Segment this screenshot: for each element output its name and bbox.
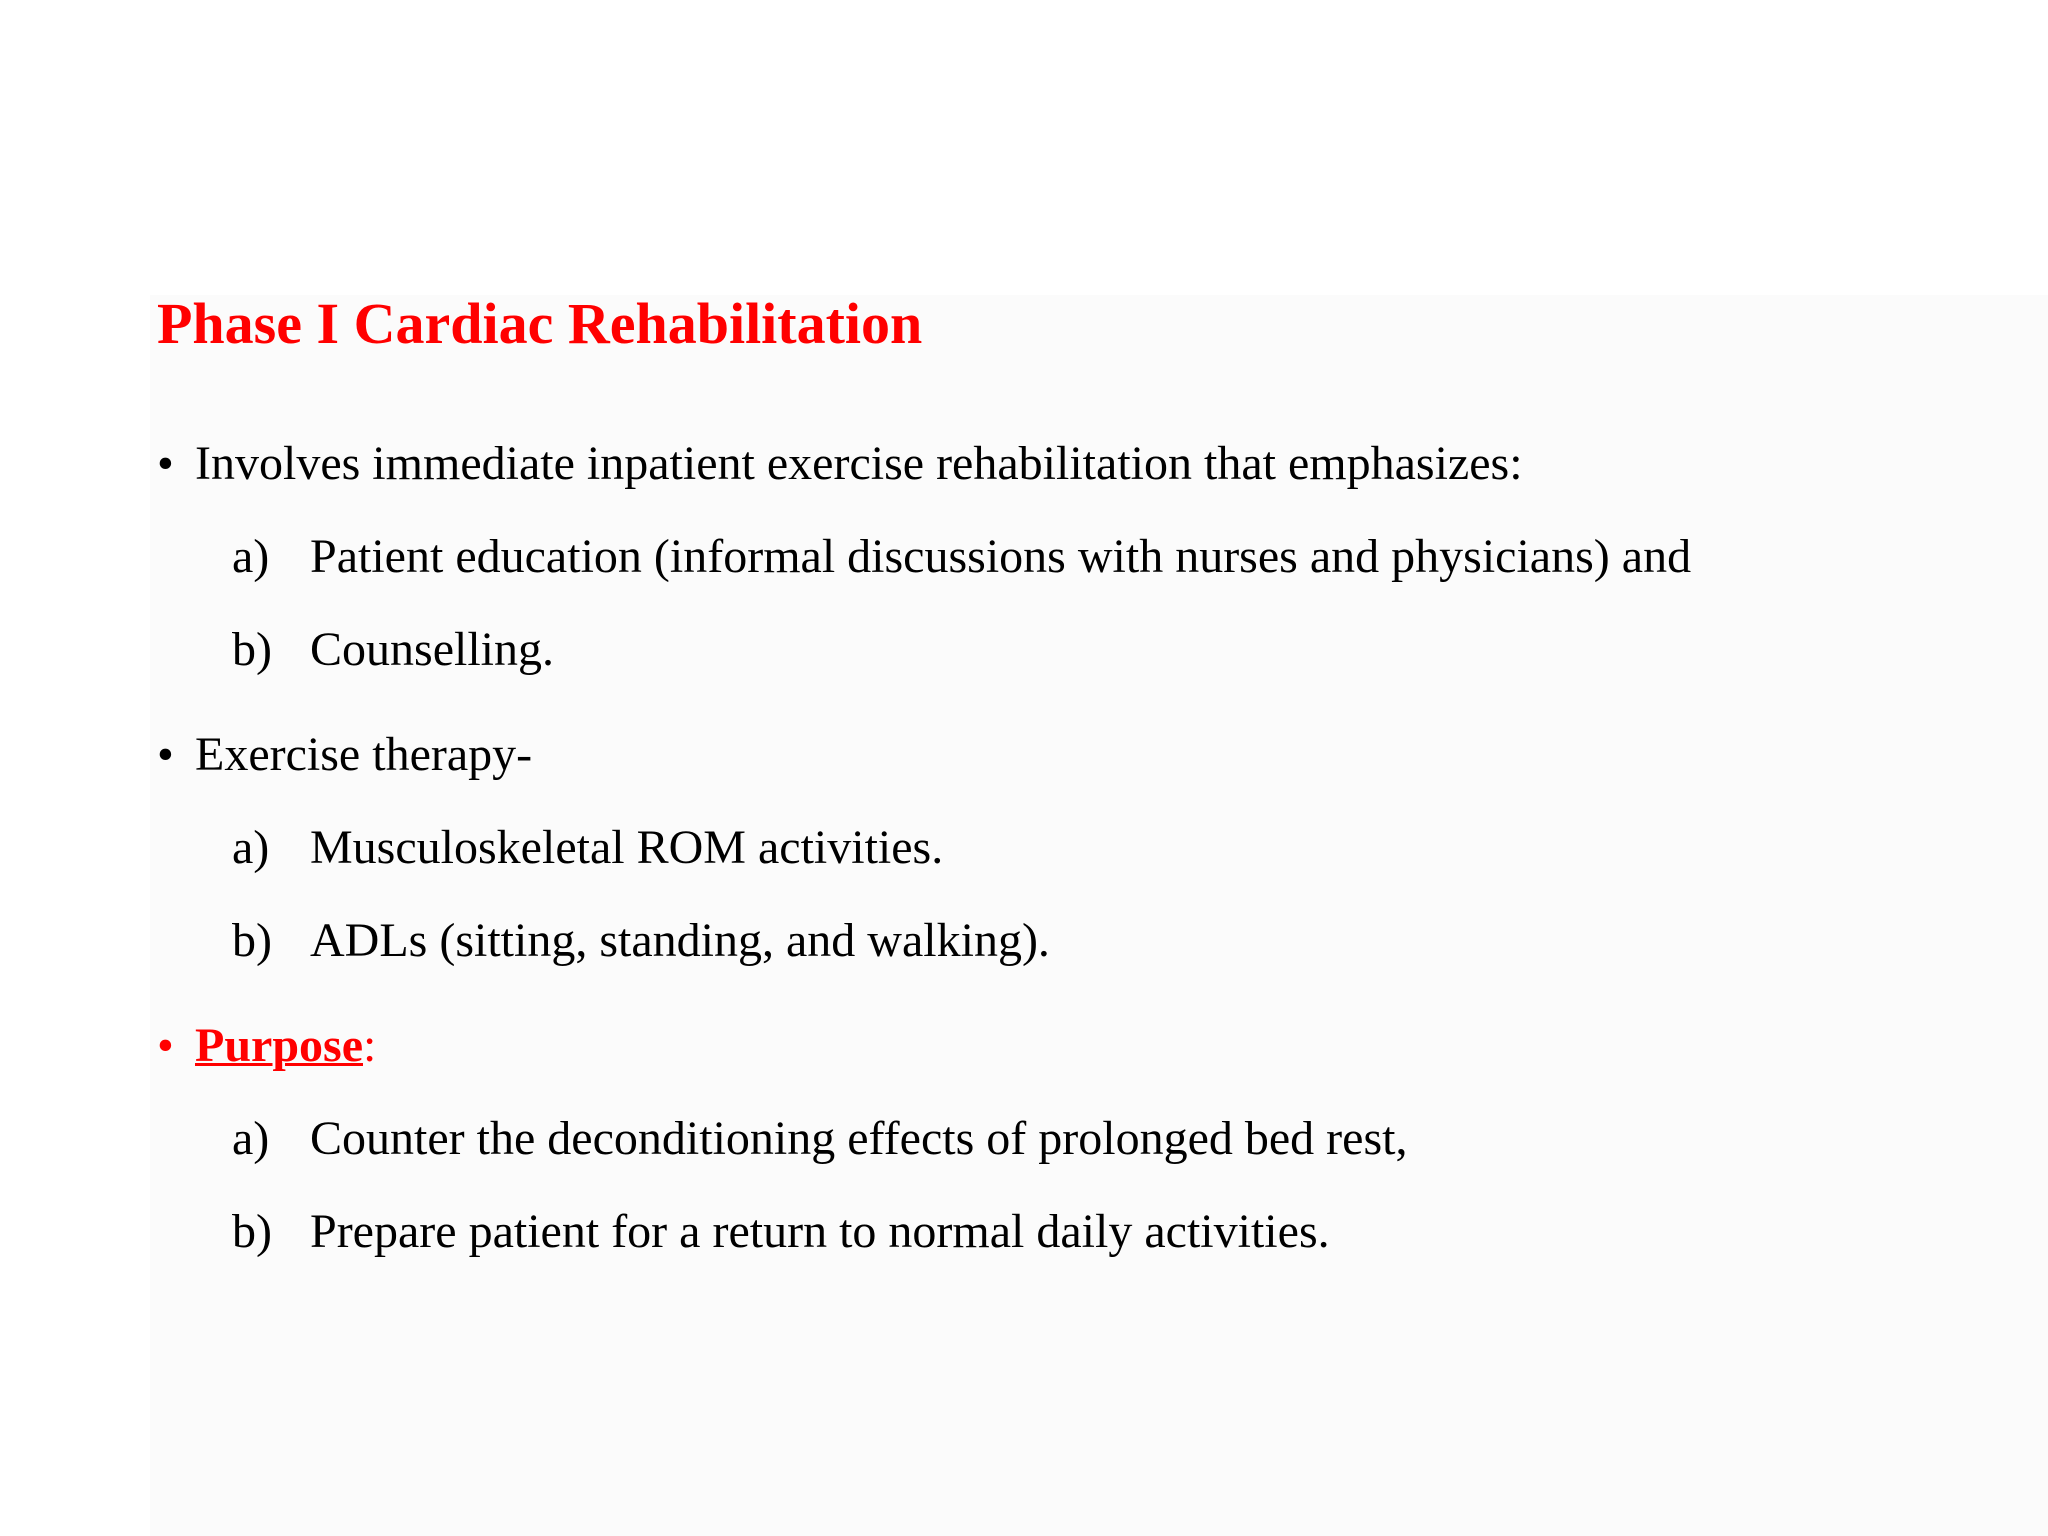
sub-item-marker: a) bbox=[232, 530, 270, 583]
sub-item-counter-deconditioning bbox=[232, 1107, 1407, 1171]
sub-item-marker: b) bbox=[232, 914, 272, 967]
bullet-text: Exercise therapy- bbox=[195, 728, 533, 781]
sub-item-text: Counter the deconditioning effects of prolonged bed rest, bbox=[310, 1112, 1408, 1165]
bullet-symbol: • bbox=[157, 1019, 174, 1072]
sub-item-marker: a) bbox=[232, 821, 270, 874]
sub-item-marker: a) bbox=[232, 1112, 270, 1165]
sub-item-marker: b) bbox=[232, 623, 272, 676]
sub-item-adls bbox=[232, 909, 1050, 973]
sub-item-counselling bbox=[232, 618, 554, 682]
purpose-keyword: Purpose bbox=[195, 1019, 363, 1072]
bullet-symbol: • bbox=[157, 728, 174, 781]
sub-item-marker: b) bbox=[232, 1205, 272, 1258]
sub-item-text: Patient education (informal discussions with nurses and physicians) and bbox=[310, 530, 1692, 583]
sub-item-text: ADLs (sitting, standing, and walking). bbox=[310, 914, 1050, 967]
sub-item-text: Counselling. bbox=[310, 623, 555, 676]
bullet-exercise-therapy bbox=[157, 723, 532, 787]
sub-item-text: Musculoskeletal ROM activities. bbox=[310, 821, 944, 874]
sub-item-patient-education bbox=[232, 525, 1691, 589]
bullet-symbol: • bbox=[157, 437, 174, 490]
sub-item-prepare-patient bbox=[232, 1200, 1330, 1264]
bullet-involves bbox=[157, 432, 1523, 496]
slide-title: Phase I Cardiac Rehabilitation bbox=[157, 291, 923, 356]
bullet-purpose bbox=[157, 1014, 376, 1078]
sub-item-text: Prepare patient for a return to normal daily activities. bbox=[310, 1205, 1330, 1258]
sub-item-rom-activities bbox=[232, 816, 943, 880]
bullet-text: Involves immediate inpatient exercise rehabilitation that emphasizes: bbox=[195, 437, 1523, 490]
purpose-suffix: : bbox=[363, 1019, 377, 1072]
